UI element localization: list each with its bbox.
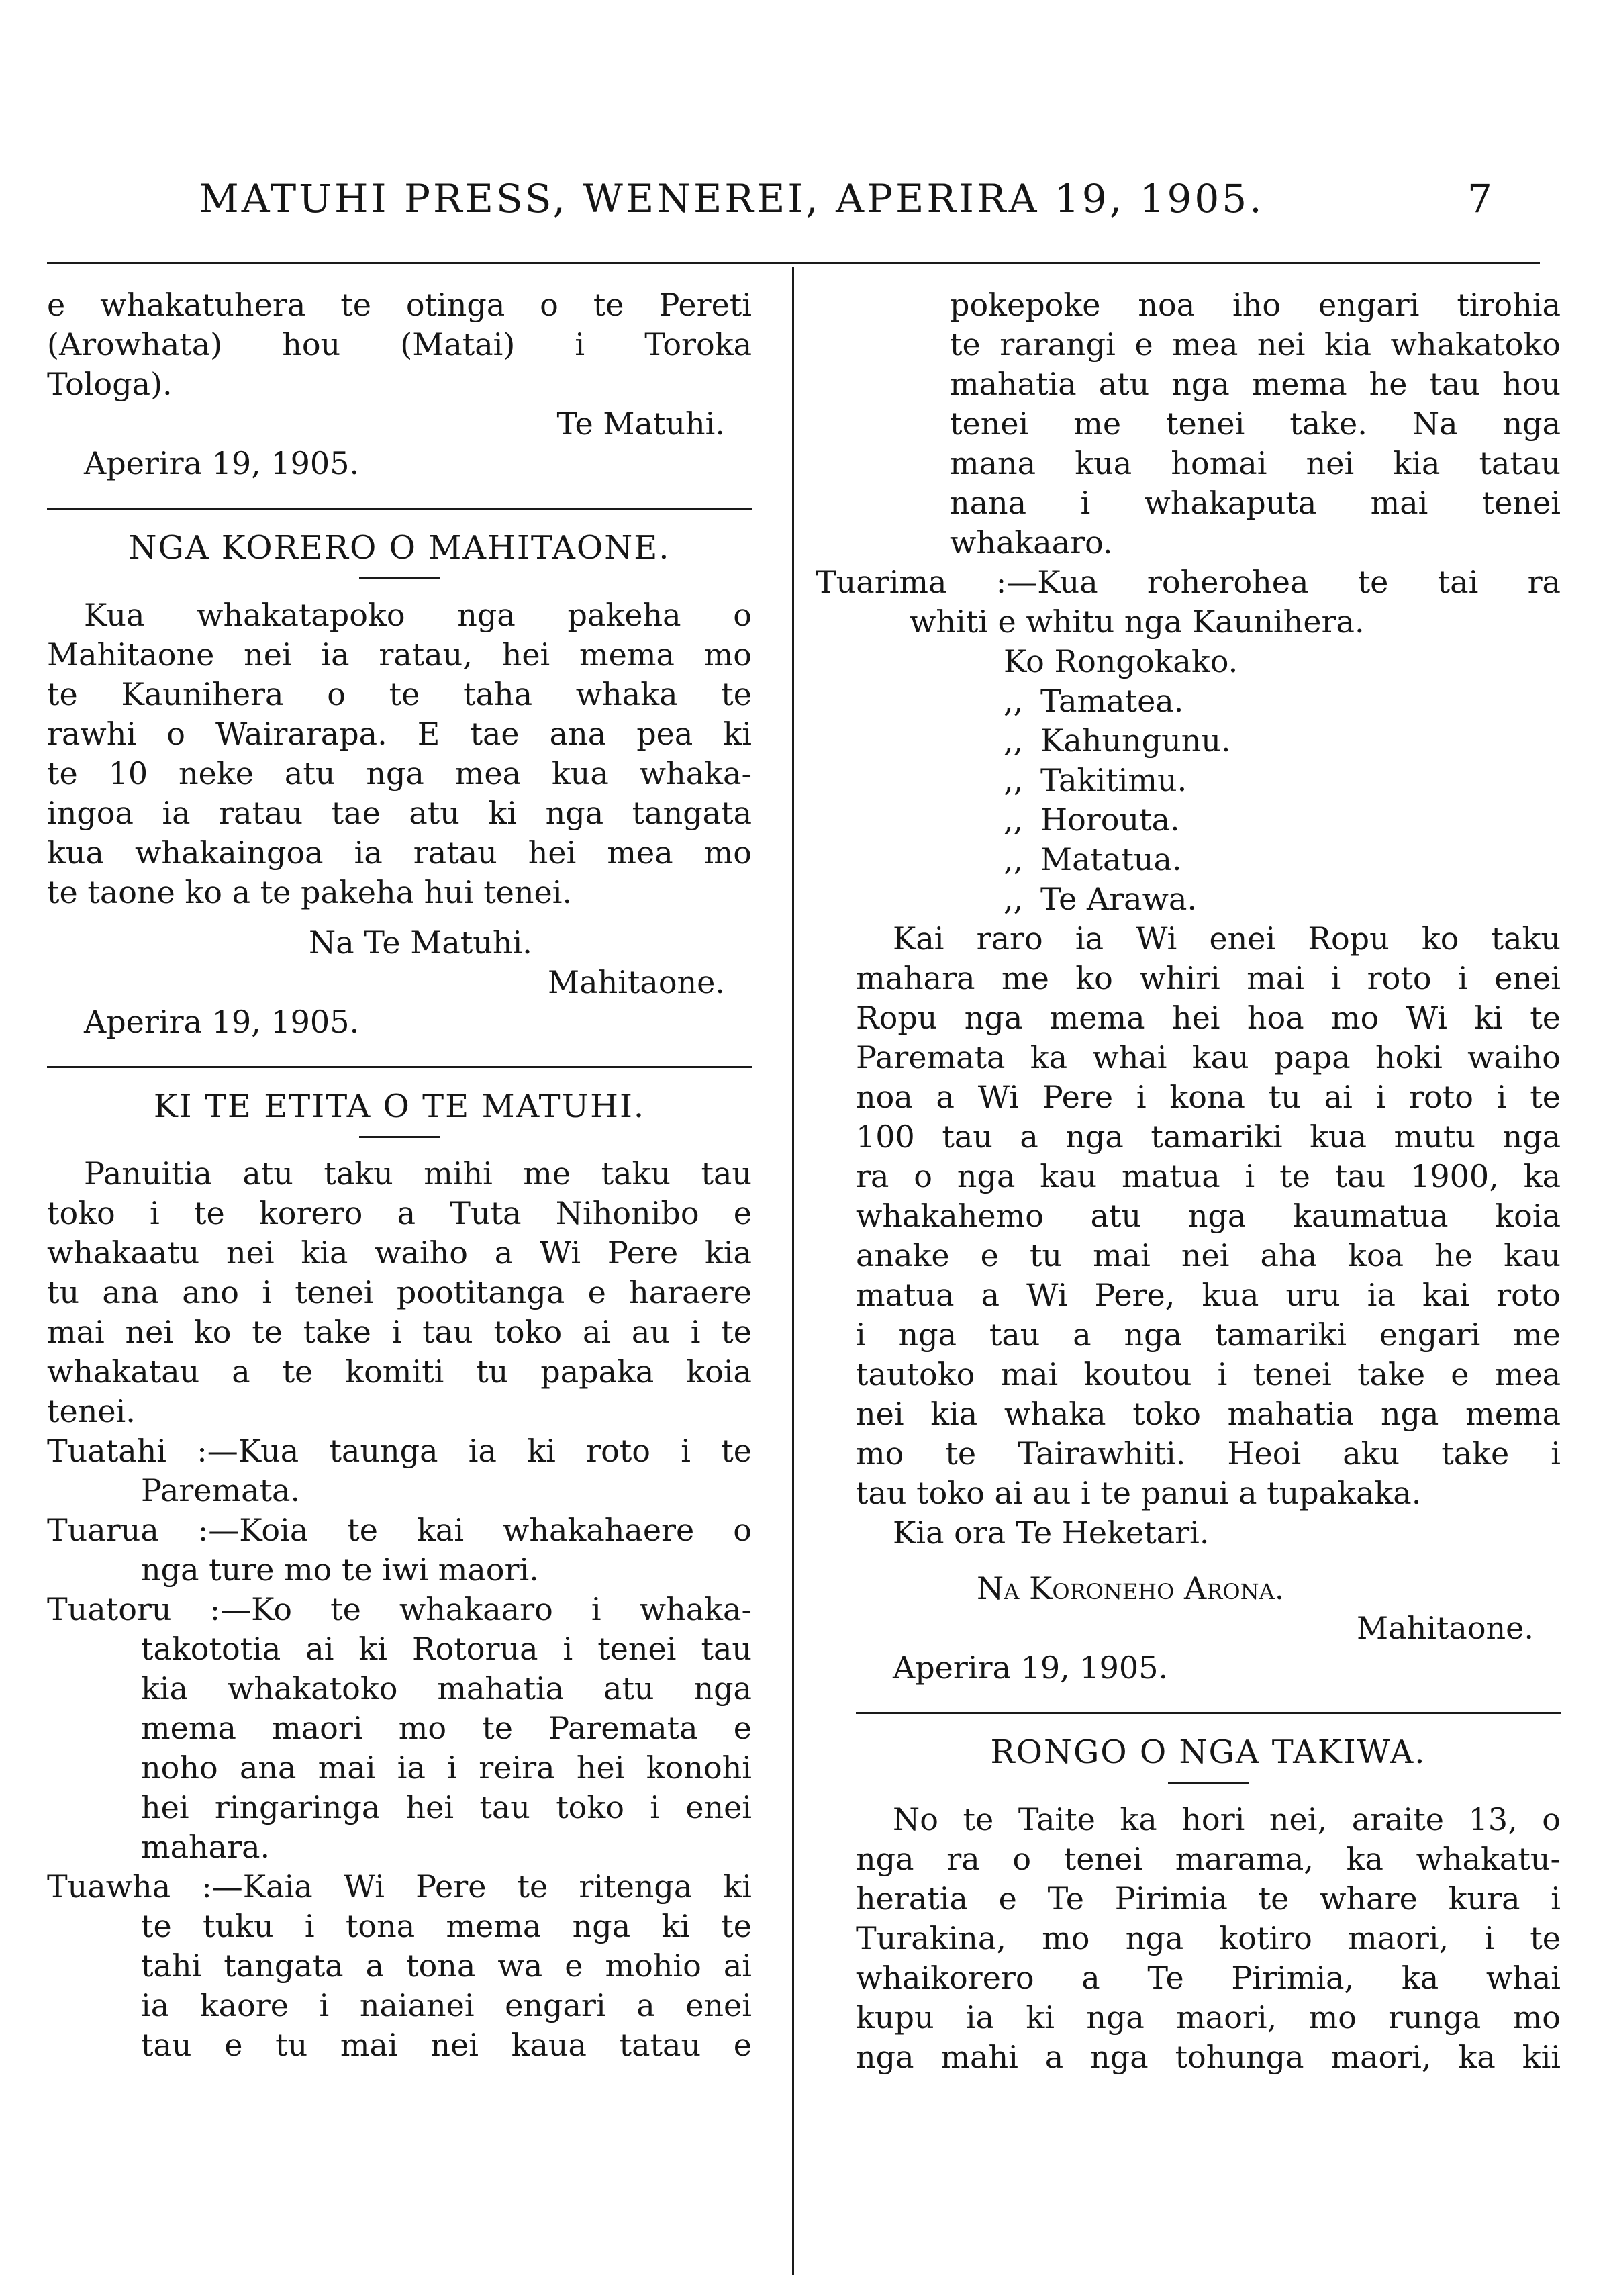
text-line: te taone ko a te pakeha hui tenei. (47, 874, 573, 910)
text-line: e whakatuhera te otinga o te Pereti (47, 287, 752, 323)
ditto-mark: ,, (1004, 762, 1024, 798)
list-item-line: kia whakatoko mahatia atu nga (141, 1670, 752, 1707)
item-label: Tuatahi :— (47, 1433, 238, 1469)
text-line: kua whakaingoa ia ratau hei mea mo (47, 834, 752, 871)
text-line: Turakina, mo nga kotiro maori, i te (856, 1920, 1561, 1956)
text-line: tautoko mai koutou i tenei take e mea (856, 1356, 1561, 1392)
text-line: mahatia atu nga mema he tau hou (950, 366, 1561, 402)
kaunihera-item: ,, Kahungunu. (856, 721, 1561, 761)
kaunihera-item: ,, Tamatea. (856, 681, 1561, 721)
item-label: Tuarua :— (47, 1512, 240, 1548)
list-item-line: ia kaore i naianei engari a enei (141, 1987, 752, 2023)
ditto-mark: ,, (1004, 722, 1024, 759)
text-line: tenei me tenei take. Na nga (950, 405, 1561, 442)
text-line: rawhi o Wairarapa. E tae ana pea ki (47, 716, 752, 752)
item-text: Kua roherohea te tai ra (1037, 564, 1561, 600)
list-item-line (47, 1511, 752, 1550)
column-divider (792, 267, 794, 2275)
item-text: Kua taunga ia ki roto i te (238, 1433, 752, 1469)
text-line: ra o nga kau matua i te tau 1900, ka (856, 1158, 1561, 1194)
list-item-line: mahara. (141, 1829, 271, 1865)
text-line: kupu ia ki nga maori, mo runga mo (856, 1999, 1561, 2036)
kaunihera-item: ,, Horouta. (856, 800, 1561, 840)
text-line: (Arowhata) hou (Matai) i Toroka (47, 326, 752, 363)
text-line: tu ana ano i tenei pootitanga e haraere (47, 1274, 752, 1310)
text-line: whaikorero a Te Pirimia, ka whai (856, 1960, 1561, 1996)
item-text: Kaia Wi Pere te ritenga ki (242, 1868, 752, 1905)
text-line: whakaatu nei kia waiho a Wi Pere kia (47, 1235, 752, 1271)
text-line: tenei. (47, 1393, 136, 1429)
list-item-line (47, 1590, 752, 1629)
text-line: ingoa ia ratau tae atu ki nga tangata (47, 795, 752, 831)
text-line: mai nei ko te take i tau toko ai au i te (47, 1314, 752, 1350)
header-rule (47, 262, 1540, 264)
dateline: Aperira 19, 1905. (84, 445, 360, 481)
list-item-line: hei ringaringa hei tau toko i enei (141, 1789, 752, 1825)
left-column (47, 285, 752, 2065)
ditto-mark: ,, (1004, 802, 1024, 838)
text-line: Ropu nga mema hei hoa mo Wi ki te (856, 1000, 1561, 1036)
list-item-line: tahi tangata a tona wa e mohio ai (141, 1948, 752, 1984)
section-rule (47, 508, 752, 510)
list-item-line: noho ana mai ia i reira hei konohi (141, 1750, 752, 1786)
list-item-line (816, 563, 1561, 602)
text-line: i nga tau a nga tamariki engari me (856, 1317, 1561, 1353)
item-label: Tuatoru :— (47, 1591, 252, 1627)
text-line: Paremata ka whai kau papa hoki waiho (856, 1039, 1561, 1075)
section-heading: RONGO O NGA TAKIWA. (990, 1733, 1426, 1771)
text-line: nana i whakaputa mai tenei (950, 485, 1561, 521)
closing-greeting: Kia ora Te Heketari. (893, 1515, 1210, 1551)
ditto-mark: ,, (1004, 841, 1024, 877)
kaunihera-item: ,, Matatua. (856, 840, 1561, 879)
text-line: whakaaro. (950, 524, 1113, 561)
dateline: Aperira 19, 1905. (84, 1004, 360, 1040)
item-text: Ko te whakaaro i whaka- (251, 1591, 752, 1627)
text-line: whakahemo atu nga kaumatua koia (856, 1198, 1561, 1234)
item-text: Koia te kai whakahaere o (239, 1512, 752, 1548)
text-line: nei kia whaka toko mahatia nga mema (856, 1396, 1561, 1432)
text-line: matua a Wi Pere, kua uru ia kai roto (856, 1277, 1561, 1313)
text-line: No te Taite ka hori nei, araite 13, o (893, 1801, 1561, 1837)
text-line: toko i te korero a Tuta Nihonibo e (47, 1195, 752, 1231)
page-number: 7 (1467, 176, 1492, 222)
heading-rule (1168, 1782, 1249, 1784)
list-item-line: takototia ai ki Rotorua i tenei tau (141, 1631, 752, 1667)
text-line: mana kua homai nei kia tatau (950, 445, 1561, 481)
text-line: te rarangi e mea nei kia whakatoko (950, 326, 1561, 363)
text-line: whakatau a te komiti tu papaka koia (47, 1353, 752, 1390)
list-item-line: te tuku i tona mema nga ki te (141, 1908, 752, 1944)
text-line: heratia e Te Pirimia te whare kura i (856, 1880, 1561, 1917)
signature: Te Matuhi. (556, 405, 725, 442)
list-item-line: mema maori mo te Paremata e (141, 1710, 752, 1746)
text-line: anake e tu mai nei aha koa he kau (856, 1237, 1561, 1274)
list-item-line (47, 1431, 752, 1471)
text-line: mahara me ko whiri mai i roto i enei (856, 960, 1561, 996)
heading-rule (359, 577, 440, 579)
item-label: Tuarima :— (816, 564, 1038, 600)
ditto-mark: ,, (1004, 683, 1024, 719)
text-line: Kua whakatapoko nga pakeha o (84, 597, 752, 633)
text-line: nga ra o tenei marama, ka whakatu- (856, 1841, 1561, 1877)
text-line: te Kaunihera o te taha whaka te (47, 676, 752, 712)
place: Mahitaone. (1357, 1610, 1534, 1646)
text-line: noa a Wi Pere i kona tu ai i roto i te (856, 1079, 1561, 1115)
kaunihera-item: ,, Takitimu. (856, 761, 1561, 800)
section-rule (856, 1712, 1561, 1714)
text-line: Tologa). (47, 366, 173, 402)
text-line: pokepoke noa iho engari tirohia (950, 287, 1561, 323)
text-line: Panuitia atu taku mihi me taku tau (84, 1155, 752, 1192)
kaunihera-item: ,, Te Arawa. (856, 879, 1561, 919)
right-column (816, 285, 1561, 2077)
signature: Na Koroneho Arona. (977, 1570, 1285, 1607)
list-item-line: tau e tu mai nei kaua tatau e (141, 2027, 752, 2063)
text-line: Kai raro ia Wi enei Ropu ko taku (893, 920, 1561, 957)
section-heading: KI TE ETITA O TE MATUHI. (153, 1088, 646, 1125)
heading-rule (359, 1136, 440, 1138)
list-item-line: whiti e whitu nga Kaunihera. (910, 604, 1365, 640)
kaunihera-item: Ko Rongokako. (1004, 643, 1238, 679)
text-line: 100 tau a nga tamariki kua mutu nga (856, 1118, 1561, 1155)
list-item-line (47, 1867, 752, 1907)
place: Mahitaone. (548, 964, 725, 1000)
item-label: Tuawha :— (47, 1868, 243, 1905)
text-line: Mahitaone nei ia ratau, hei mema mo (47, 636, 752, 673)
text-line: te 10 neke atu nga mea kua whaka- (47, 755, 752, 792)
page-header-title: MATUHI PRESS, WENEREI, APERIRA 19, 1905. (199, 176, 1265, 222)
text-line: nga mahi a nga tohunga maori, ka kii (856, 2039, 1561, 2075)
text-line: tau toko ai au i te panui a tupakaka. (856, 1475, 1422, 1511)
section-rule (47, 1066, 752, 1068)
ditto-mark: ,, (1004, 881, 1024, 917)
signature: Na Te Matuhi. (309, 924, 532, 961)
dateline: Aperira 19, 1905. (893, 1649, 1169, 1686)
list-item-line: nga ture mo te iwi maori. (141, 1551, 539, 1588)
section-heading: NGA KORERO O MAHITAONE. (128, 529, 671, 567)
text-line: mo te Tairawhiti. Heoi aku take i (856, 1435, 1561, 1472)
list-item-line: Paremata. (141, 1472, 301, 1509)
